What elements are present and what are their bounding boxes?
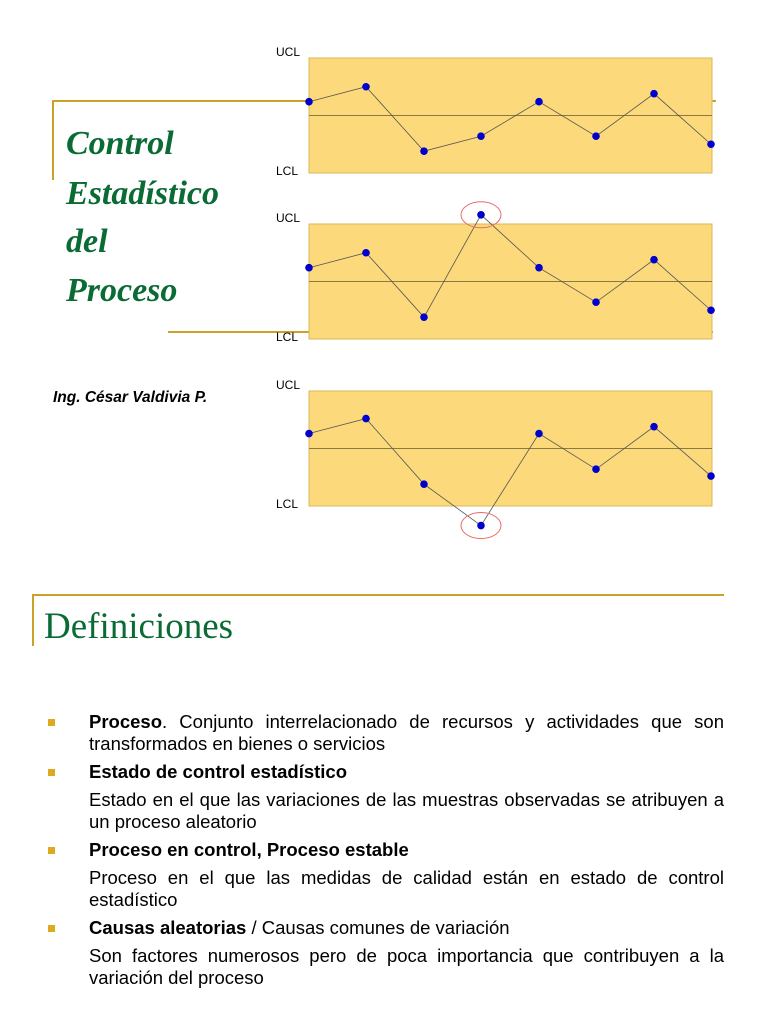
ucl-label: UCL [276,45,301,59]
definition-term: Causas aleatorias [89,917,247,938]
definition-term: Proceso [89,711,163,732]
data-point [707,306,715,314]
data-point [650,90,658,98]
square-bullet-icon [48,925,55,932]
data-point [362,249,370,257]
definition-term: Estado de control estadístico [89,761,348,782]
data-point [305,264,313,272]
square-bullet-icon [48,847,55,854]
data-point [477,522,485,530]
data-point [420,147,428,155]
data-point [535,98,543,106]
definition-text: / Causas comunes de variación [246,917,510,938]
square-bullet-icon [48,769,55,776]
data-point [592,132,600,140]
definitions-slide [0,575,768,1024]
title-line-2: Estadístico [66,175,220,212]
list-item [48,917,724,989]
author-name: Ing. César Valdivia P. [53,389,208,406]
definition-description: Son factores numerosos pero de poca importancia que contribuyen a la variación del proceso [89,945,724,988]
definition-text: . Conjunto interrelacionado de recursos y actividades que son transformados en bienes o servicios [89,711,724,754]
heading-left-rule [32,594,34,646]
data-point [477,132,485,140]
list-item [48,761,724,833]
data-point [535,264,543,272]
title-line-3: del [66,223,108,260]
lcl-label: LCL [276,164,299,178]
definitions-list [48,711,724,989]
ucl-label: UCL [276,378,301,392]
lcl-label: LCL [276,330,299,344]
title-line-1: Control [66,125,174,162]
square-bullet-icon [48,719,55,726]
list-item [48,711,724,755]
data-point [362,415,370,423]
heading-top-rule [32,594,724,596]
title-line-4: Proceso [66,272,178,309]
ucl-label: UCL [276,211,301,225]
data-point [477,211,485,219]
data-point [420,313,428,321]
data-point [650,423,658,431]
data-point [592,298,600,306]
data-point [362,83,370,91]
data-point [535,430,543,438]
definition-description: Proceso en el que las medidas de calidad están en estado de control estadístico [89,867,724,910]
data-point [650,256,658,264]
slide-heading: Definiciones [44,606,234,647]
definition-description: Estado en el que las variaciones de las muestras observadas se atribuyen a un proceso aleatorio [89,789,724,832]
data-point [592,465,600,473]
data-point [305,98,313,106]
data-point [305,430,313,438]
lcl-label: LCL [276,497,299,511]
data-point [420,480,428,488]
definition-term: Proceso en control, Proceso estable [89,839,409,860]
list-item [48,839,724,911]
data-point [707,140,715,148]
data-point [707,472,715,480]
